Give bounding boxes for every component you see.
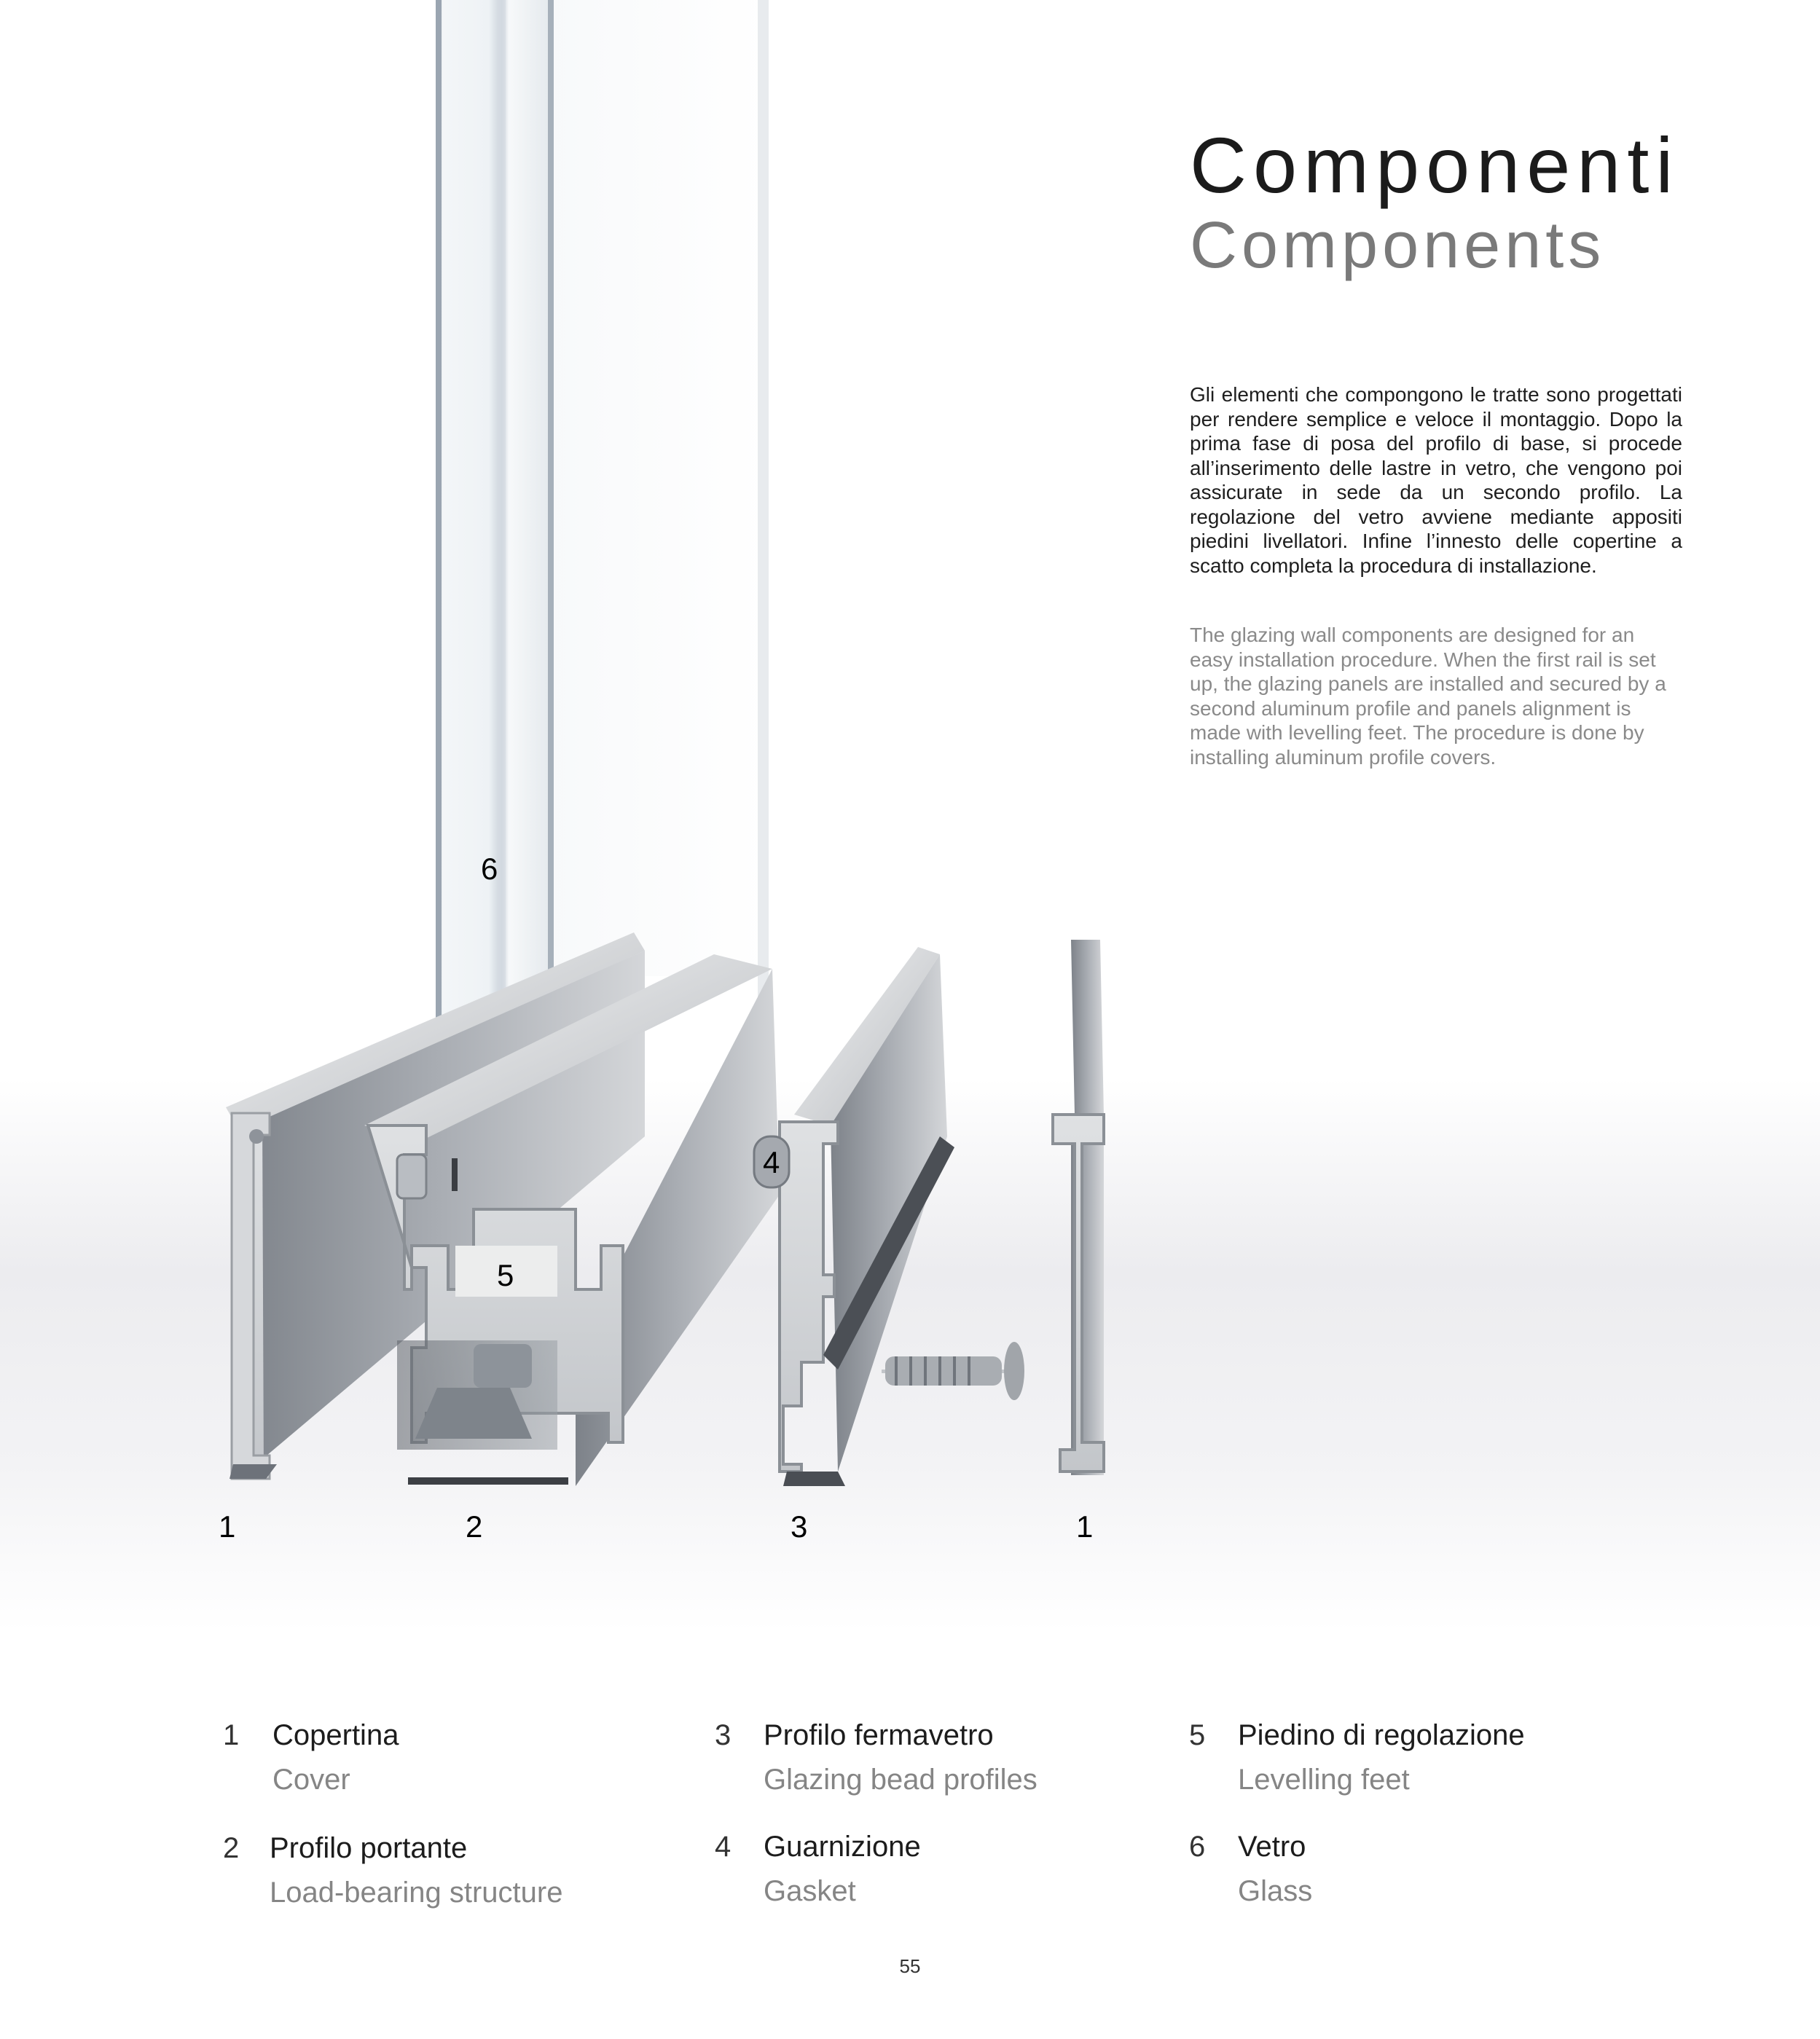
legend-number: 1	[223, 1719, 240, 1751]
legend-label-italian: Profilo portante	[270, 1832, 468, 1864]
callout-load-bearing: 2	[466, 1509, 483, 1544]
legend-label-english: Cover	[272, 1764, 350, 1796]
callout-cover-left: 1	[219, 1509, 236, 1544]
description-english: The glazing wall components are designed for an easy installation procedure. When the first rail is set up, the glazing panels are installed and secured by a second aluminum profile and panels alignment is made with levelling feet. The procedure is done by installing aluminum profile covers.	[1190, 624, 1666, 769]
legend-number: 4	[715, 1831, 731, 1863]
callout-glazing-bead: 3	[791, 1509, 808, 1544]
legend-label-english: Gasket	[764, 1875, 856, 1907]
legend-number: 6	[1189, 1831, 1206, 1863]
callout-glass: 6	[481, 852, 498, 886]
legend-number: 5	[1189, 1719, 1206, 1751]
legend-label-italian: Copertina	[272, 1719, 399, 1751]
legend-label-italian: Guarnizione	[764, 1831, 921, 1863]
legend-label-italian: Vetro	[1238, 1831, 1306, 1863]
page-title-english: Components	[1190, 209, 1606, 282]
cover-profile-right	[1053, 940, 1104, 1475]
legend-label-english: Glazing bead profiles	[764, 1764, 1038, 1796]
glazing-bead-profile	[780, 947, 947, 1486]
legend-label-italian: Piedino di regolazione	[1238, 1719, 1525, 1751]
legend-label-english: Levelling feet	[1238, 1764, 1410, 1796]
screw	[882, 1342, 1024, 1400]
legend-label-english: Load-bearing structure	[270, 1877, 563, 1909]
callout-levelling-feet: 5	[497, 1258, 514, 1292]
description-italian: Gli elementi che compongono le tratte sono progettati per rendere semplice e veloce il montaggio. Dopo la prima fase di posa del profilo di base, si procede all’inserimento delle lastre in vetro, che vengono poi assicurate in sede da un secondo profilo. La regolazione del vetro avviene mediante appositi piedini livellatori. Infine l’innesto delle copertine a scatto completa la procedura di installazione.	[1190, 383, 1682, 577]
legend-label-italian: Profilo fermavetro	[764, 1719, 994, 1751]
legend-number: 2	[223, 1832, 240, 1864]
callout-cover-right: 1	[1076, 1509, 1094, 1544]
legend-label-english: Glass	[1238, 1875, 1313, 1907]
legend-number: 3	[715, 1719, 731, 1751]
page-title-italian: Componenti	[1190, 121, 1680, 209]
page-number: 55	[899, 1955, 921, 1977]
callout-gasket: 4	[763, 1145, 780, 1179]
